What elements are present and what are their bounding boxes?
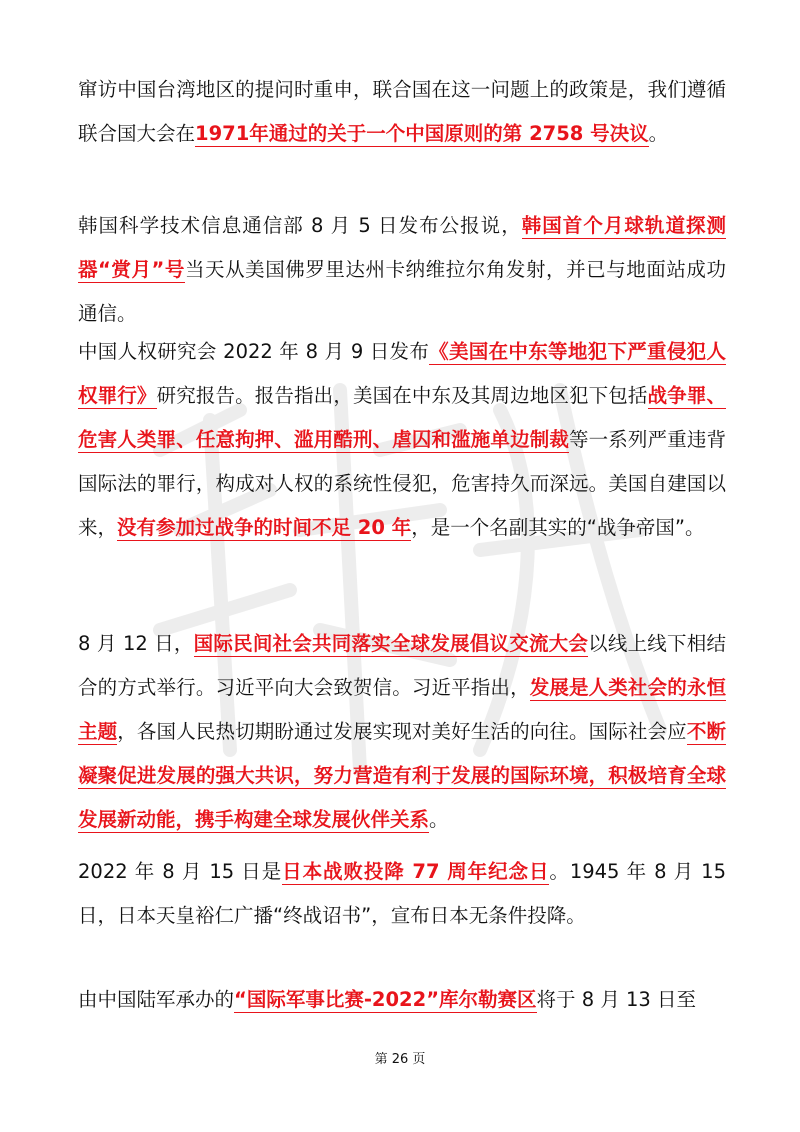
highlight-army-games: “国际军事比赛-2022”库尔勒赛区 bbox=[234, 988, 537, 1011]
paragraph-2-text: 韩国科学技术信息通信部 8 月 5 日发布公报说， bbox=[78, 214, 522, 237]
paragraph-1-end: 。 bbox=[648, 122, 669, 145]
paragraph-4-text-c: ，各国人民热切期盼通过发展实现对美好生活的向往。国际社会应 bbox=[117, 720, 687, 743]
paragraph-5 bbox=[78, 850, 726, 938]
paragraph-1 bbox=[78, 68, 726, 156]
paragraph-6-text-b: 将于 8 月 13 日至 bbox=[536, 988, 697, 1011]
paragraph-4-text-b: 以线上线下相结合的方式举行。习近平向大会致贺信。习近平指出， bbox=[78, 632, 726, 699]
paragraph-6-text-a: 由中国陆军承办的 bbox=[78, 988, 235, 1011]
highlight-japan-surrender-anniversary: 日本战败投降 77 周年纪念日 bbox=[282, 860, 550, 883]
paragraph-2-end: 当天从美国佛罗里达州卡纳维拉尔角发射，并已与地面站成功通信。 bbox=[78, 258, 726, 325]
highlight-development-theme: 发展是人类社会的永恒主题 bbox=[78, 676, 726, 743]
highlight-un-resolution-2758: 1971年通过的关于一个中国原则的第 2758 号决议 bbox=[195, 122, 649, 145]
paragraph-4-text-a: 8 月 12 日， bbox=[78, 632, 194, 655]
paragraph-5-text-b: 。1945 年 8 月 15 日，日本天皇裕仁广播“终战诏书”，宣布日本无条件投降。 bbox=[78, 860, 726, 927]
highlight-development-consensus: 不断凝聚促进发展的强大共识，努力营造有利于发展的国际环境，积极培育全球发展新动能，携手构建全球发展伙伴关系 bbox=[78, 720, 726, 831]
paragraph-3-text-a: 中国人权研究会 2022 年 8 月 9 日发布 bbox=[78, 340, 430, 363]
paragraph-5-text-a: 2022 年 8 月 15 日是 bbox=[78, 860, 283, 883]
paragraph-2 bbox=[78, 204, 726, 336]
paragraph-1-text: 窜访中国台湾地区的提问时重申，联合国在这一问题上的政策是，我们遵循联合国大会在 bbox=[78, 78, 726, 145]
highlight-korea-lunar-orbiter: 韩国首个月球轨道探测器“赏月”号 bbox=[78, 214, 726, 281]
paragraph-4-end: 。 bbox=[429, 808, 449, 831]
highlight-crimes-list: 战争罪、危害人类罪、任意拘押、滥用酷刑、虐囚和滥施单边制裁 bbox=[78, 384, 726, 451]
highlight-conference-name: 国际民间社会共同落实全球发展倡议交流大会 bbox=[193, 632, 589, 655]
highlight-report-title: 《美国在中东等地犯下严重侵犯人权罪行》 bbox=[78, 340, 726, 407]
highlight-war-years: 没有参加过战争的时间不足 20 年 bbox=[117, 516, 412, 539]
paragraph-3-text-b: 研究报告。报告指出，美国在中东及其周边地区犯下包括 bbox=[156, 384, 648, 407]
page-number: 第 26 页 bbox=[374, 1052, 426, 1067]
paragraph-4 bbox=[78, 622, 726, 842]
paragraph-3 bbox=[78, 330, 726, 550]
paragraph-3-text-c: 等一系列严重违背国际法的罪行，构成对人权的系统性侵犯，危害持久而深远。美国自建国以来， bbox=[78, 428, 726, 539]
paragraph-6 bbox=[78, 978, 726, 1022]
paragraph-3-text-d: ，是一个名副其实的“战争帝国”。 bbox=[411, 516, 705, 539]
